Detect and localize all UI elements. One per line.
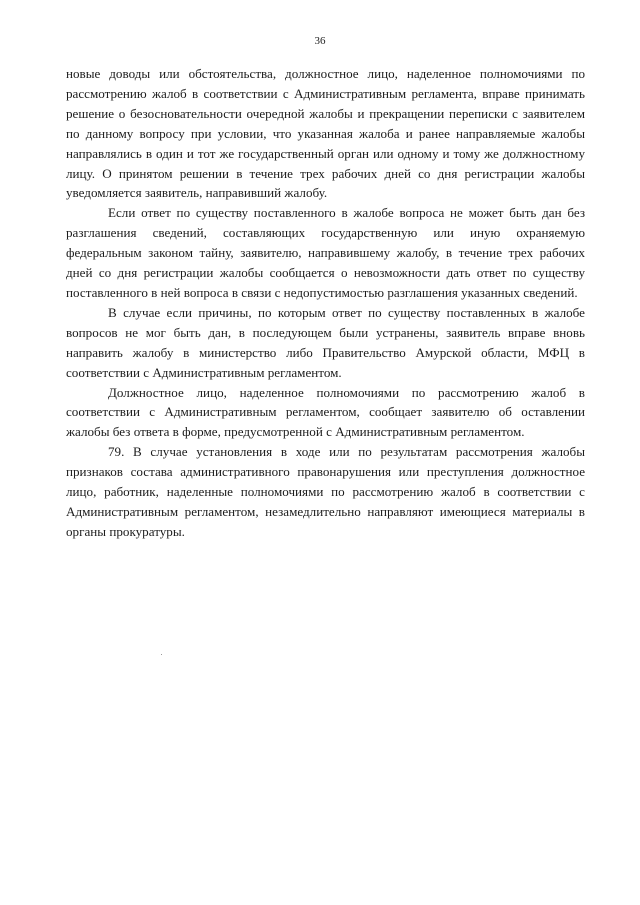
document-body [66,64,585,542]
paragraph-state-secret: Если ответ по существу поставленного в жалобе вопроса не может быть дан без разглашения сведений, составляющих государственную или иную охраняемую федеральным законом тайну, заявителю, направившему жалобу, в течение трех рабочих дней со дня регистрации жалобы сообщается о невозможности дать ответ по существу поставленного в ней вопроса в связи с недопустимостью разглашения указанных сведений. [66,205,585,300]
page-number: 36 [314,35,326,47]
paragraph-reasons-eliminated: В случае если причины, по которым ответ по существу поставленных в жалобе вопросов не мог быть дан, в последующем были устранены, заявитель вправе вновь направить жалобу в министерство либо Правительство Амурской области, МФЦ в соответствии с Административным регламентом. [66,304,585,380]
scan-speck [161,654,162,655]
paragraph-continuation: новые доводы или обстоятельства, должностное лицо, наделенное полномочиями по рассмотрению жалоб в соответствии с Административным регламента, вправе принимать решение о безосновательности очередной жалобы и прекращении переписки с заявителем по данному вопросу при условии, что указанная жалоба и ранее направляемые жалобы направлялись в один и тот же государственный орган или одному и тому же должностному лицу. О принятом решении в течение трех рабочих дней со дня регистрации жалобы уведомляется заявитель, направивший жалобу. [66,66,585,201]
paragraph-item-79: 79. В случае установления в ходе или по результатам рассмотрения жалобы признаков состава административного правонарушения или преступления должностное лицо, работник, наделенные полномочиями по рассмотрению жалоб в соответствии с Административным регламентом, незамедлительно направляют имеющиеся материалы в органы прокуратуры. [66,444,585,539]
paragraph-official-notification: Должностное лицо, наделенное полномочиями по рассмотрению жалоб в соответствии с Административным регламентом, сообщает заявителю об оставлении жалобы без ответа в форме, предусмотренной с Административным регламентом. [66,384,585,440]
